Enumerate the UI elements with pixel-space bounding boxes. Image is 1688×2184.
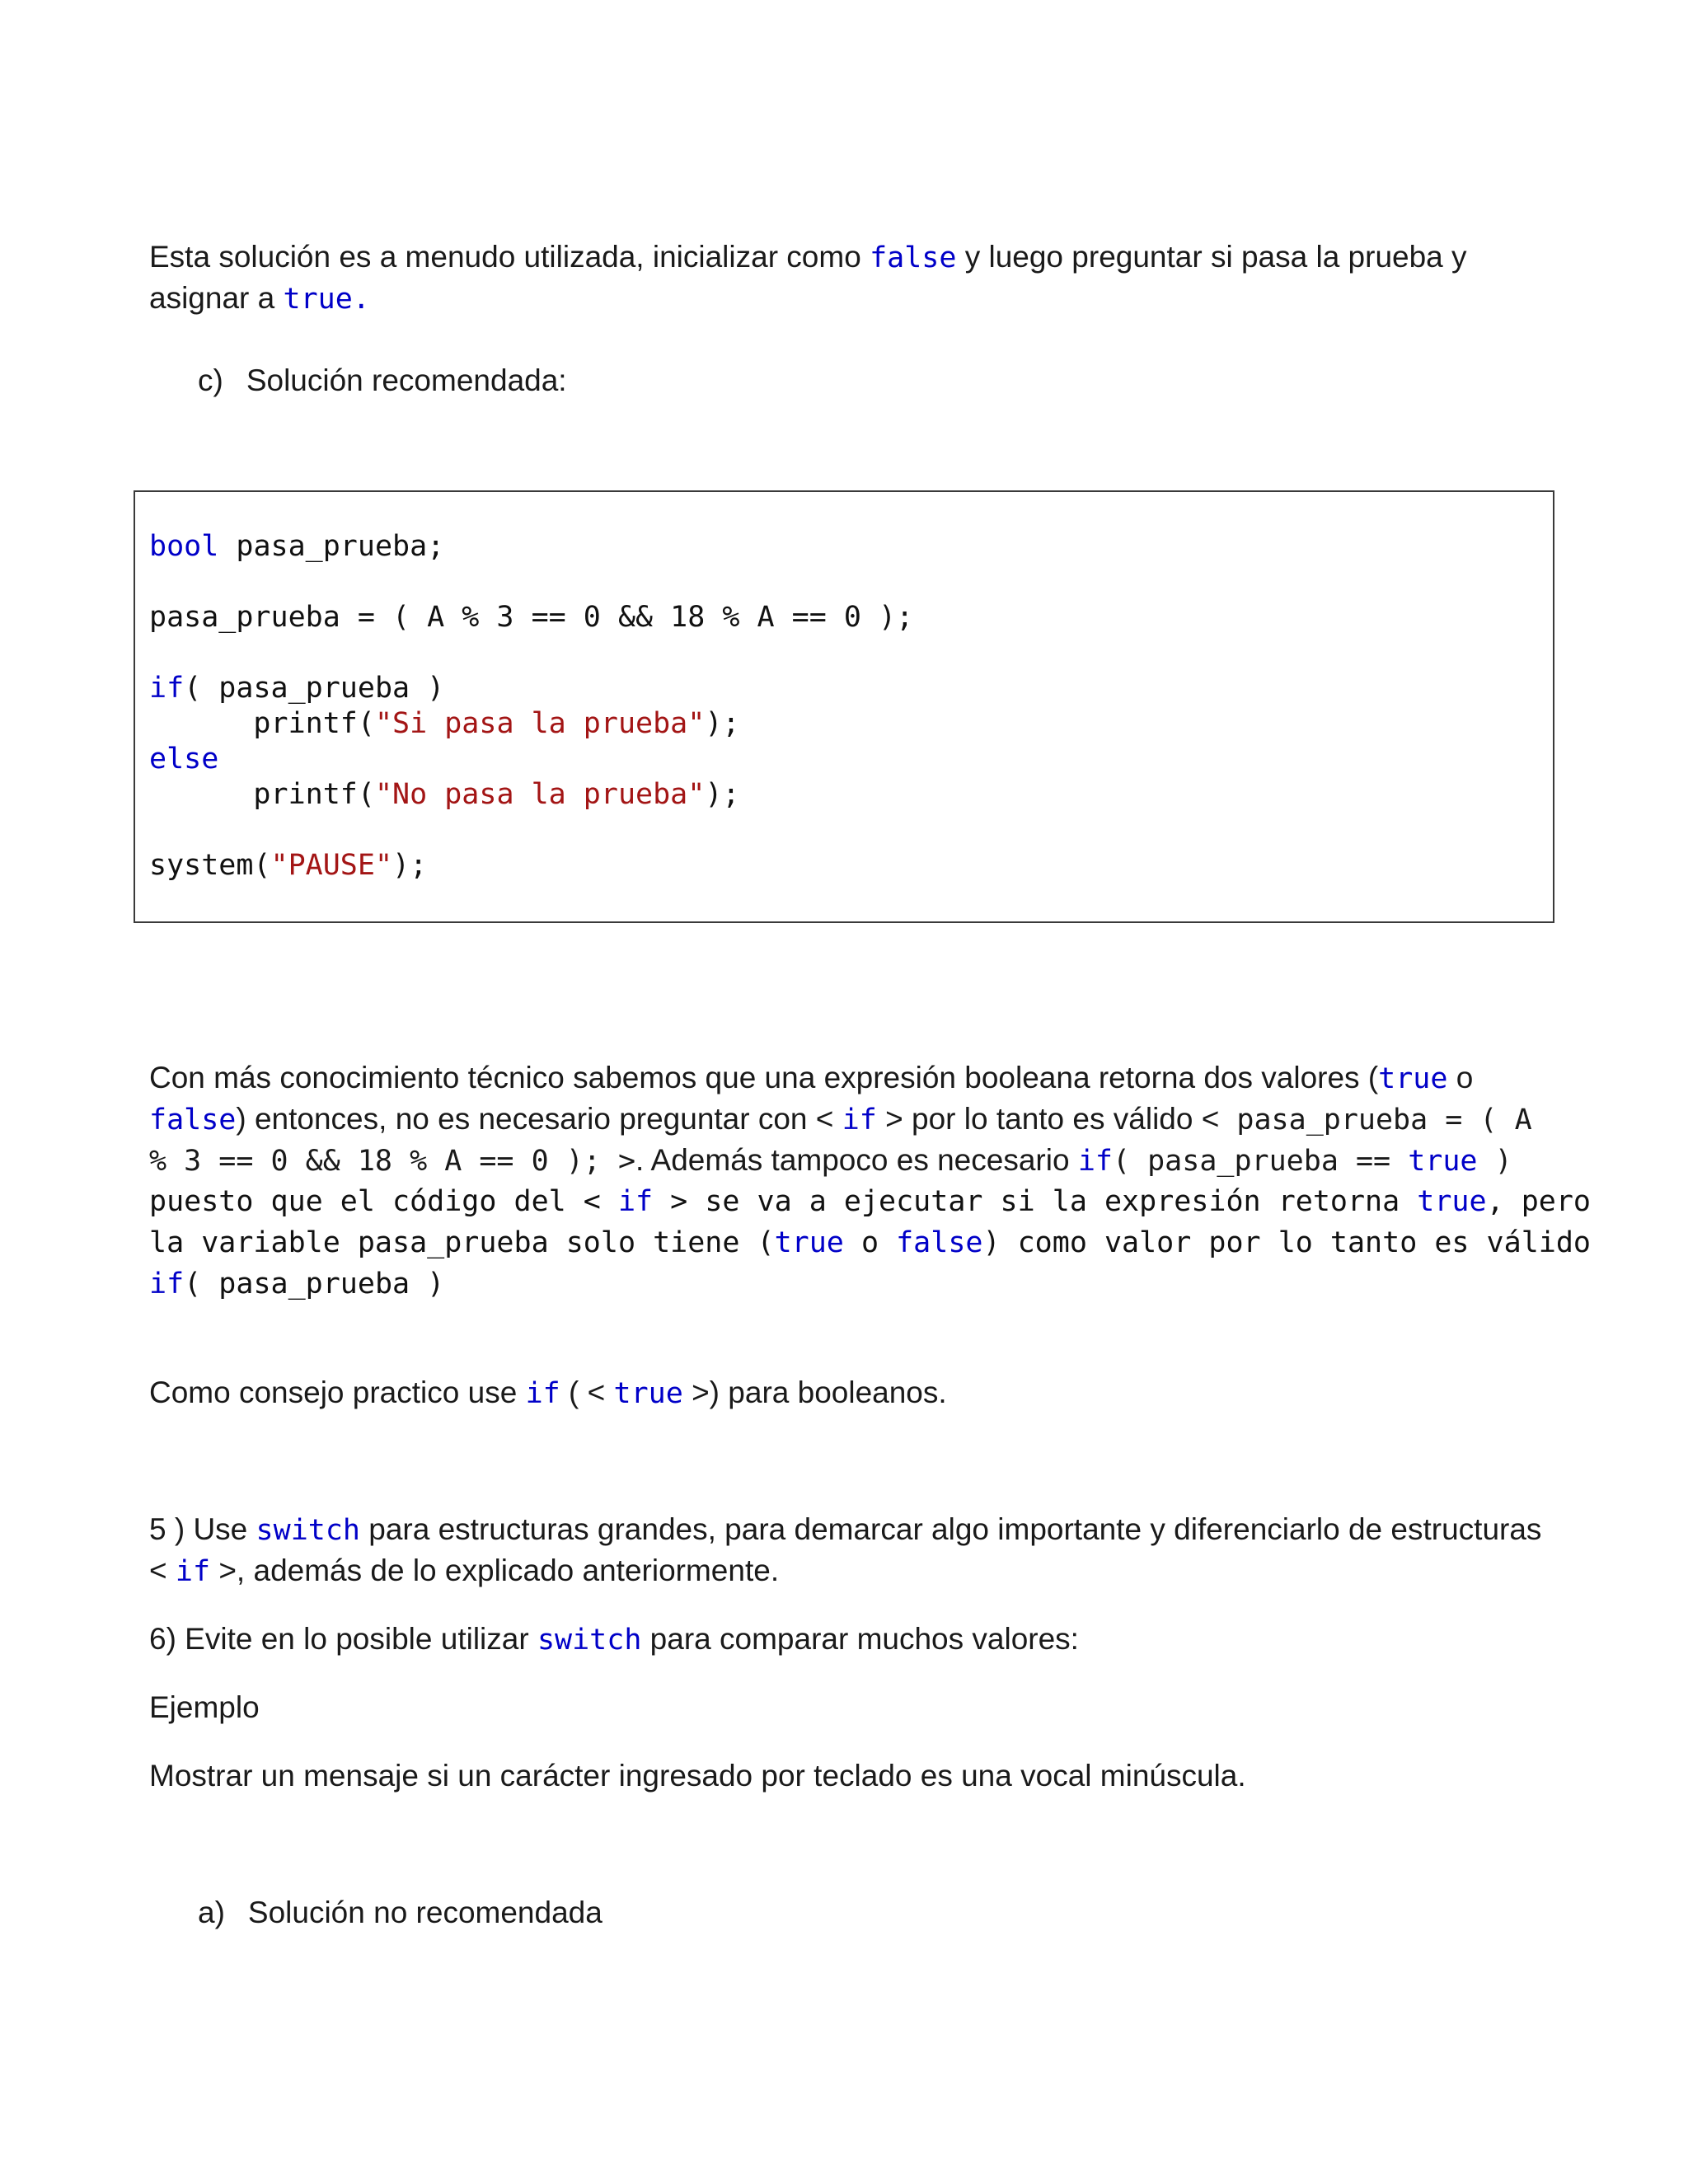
keyword-if: if [149,1268,185,1301]
keyword-bool: bool [149,530,219,563]
keyword-else: else [149,743,219,776]
text: >, además de lo explicado anteriormente. [210,1554,780,1587]
text: Como consejo practico use [149,1376,526,1409]
list-label: Solución recomendada: [246,363,567,397]
text: Con más conocimiento técnico sabemos que una expresión booleana retorna dos valores ( [149,1061,1379,1094]
paragraph-explanation-line-5 [149,1222,1591,1263]
text: > por lo tanto es válido < [876,1102,1220,1136]
text: asignar a [149,281,284,315]
text: ( < [560,1376,614,1409]
text: < [149,1554,176,1587]
code-line-6 [149,777,739,813]
list-marker: a) [198,1896,225,1929]
keyword-switch: switch [256,1514,360,1547]
code-text: printf( [149,778,375,811]
keyword-if: if [617,1185,654,1218]
inline-code: ( pasa_prueba == [1112,1145,1409,1178]
code-text: printf( [149,707,375,740]
text: , pero [1486,1185,1592,1218]
code-text: system( [149,849,271,882]
keyword-switch: switch [537,1624,642,1657]
code-text: ); [705,707,740,740]
paragraph-example-heading: Ejemplo [149,1690,260,1724]
code-text: pasa_prueba; [218,530,445,563]
paragraph-rule-5-line-1 [149,1509,1541,1551]
keyword-true: true [1417,1185,1487,1218]
paragraph-example-description: Mostrar un mensaje si un carácter ingresado por teclado es una vocal minúscula. [149,1759,1246,1793]
keyword-if: if [175,1555,211,1588]
text: o [1447,1061,1474,1094]
string-literal: "Si pasa la prueba" [374,707,706,740]
code-text: ); [392,849,428,882]
paragraph-explanation-line-4 [149,1181,1591,1222]
list-item-a [198,1892,603,1933]
text: > se va a ejecutar si la expresión retorna [653,1185,1418,1218]
keyword-false: false [870,241,957,274]
paragraph-intro-line-1 [149,237,1467,279]
keyword-if: if [842,1104,877,1137]
paragraph-intro-line-2 [149,278,370,320]
keyword-true: true. [283,283,370,316]
text: 5 ) Use [149,1512,256,1546]
list-label: Solución no recomendada [247,1896,603,1929]
text: o [843,1226,897,1259]
code-line-1 [149,529,444,565]
paragraph-rule-5-line-2 [149,1550,779,1592]
list-item-c [198,360,567,401]
keyword-if: if [525,1377,560,1410]
keyword-if: if [1077,1145,1113,1178]
keyword-true: true [1408,1145,1478,1178]
code-text: pasa_prueba = ( A % 3 == 0 && 18 % A == 0 ); [149,601,914,634]
paragraph-explanation-line-6 [149,1263,444,1305]
text: . Además tampoco es necesario [635,1143,1078,1177]
keyword-true: true [613,1377,683,1410]
list-marker: c) [198,363,223,397]
paragraph-explanation-line-3 [149,1140,1512,1182]
text: para comparar muchos valores: [641,1622,1079,1656]
code-line-4 [149,706,739,742]
text: la variable pasa_prueba solo tiene ( [149,1226,775,1259]
text: >) para booleanos. [682,1376,947,1409]
inline-code: ) [1477,1145,1512,1178]
paragraph-explanation-line-2 [149,1099,1532,1141]
code-line-5 [149,742,218,777]
paragraph-explanation-line-1 [149,1057,1473,1099]
text: Esta solución es a menudo utilizada, inicializar como [149,240,870,274]
text: puesto que el código del < [149,1185,618,1218]
text: y luego preguntar si pasa la prueba y [956,240,1467,274]
paragraph-tip [149,1372,947,1414]
keyword-false: false [149,1104,237,1137]
paragraph-rule-6 [149,1619,1079,1661]
string-literal: "No pasa la prueba" [374,778,706,811]
text: para estructuras grandes, para demarcar algo importante y diferenciarlo de estructuras [359,1512,1542,1546]
inline-code: % 3 == 0 && 18 % A == 0 ); > [149,1145,636,1178]
code-line-2 [149,600,913,635]
text: ) como valor por lo tanto es válido [982,1226,1591,1259]
text: 6) Evite en lo posible utilizar [149,1622,537,1656]
keyword-true: true [774,1226,844,1259]
keyword-true: true [1378,1062,1448,1095]
text: ) entonces, no es necesario preguntar con < [236,1102,842,1136]
keyword-false: false [896,1226,983,1259]
inline-code: pasa_prueba = ( A [1219,1104,1532,1137]
code-line-3 [149,671,444,706]
code-text: ( pasa_prueba ) [184,672,445,705]
code-text: ); [705,778,740,811]
string-literal: "PAUSE" [270,849,393,882]
keyword-if: if [149,672,185,705]
code-line-7 [149,848,427,883]
text: ( pasa_prueba ) [184,1268,445,1301]
